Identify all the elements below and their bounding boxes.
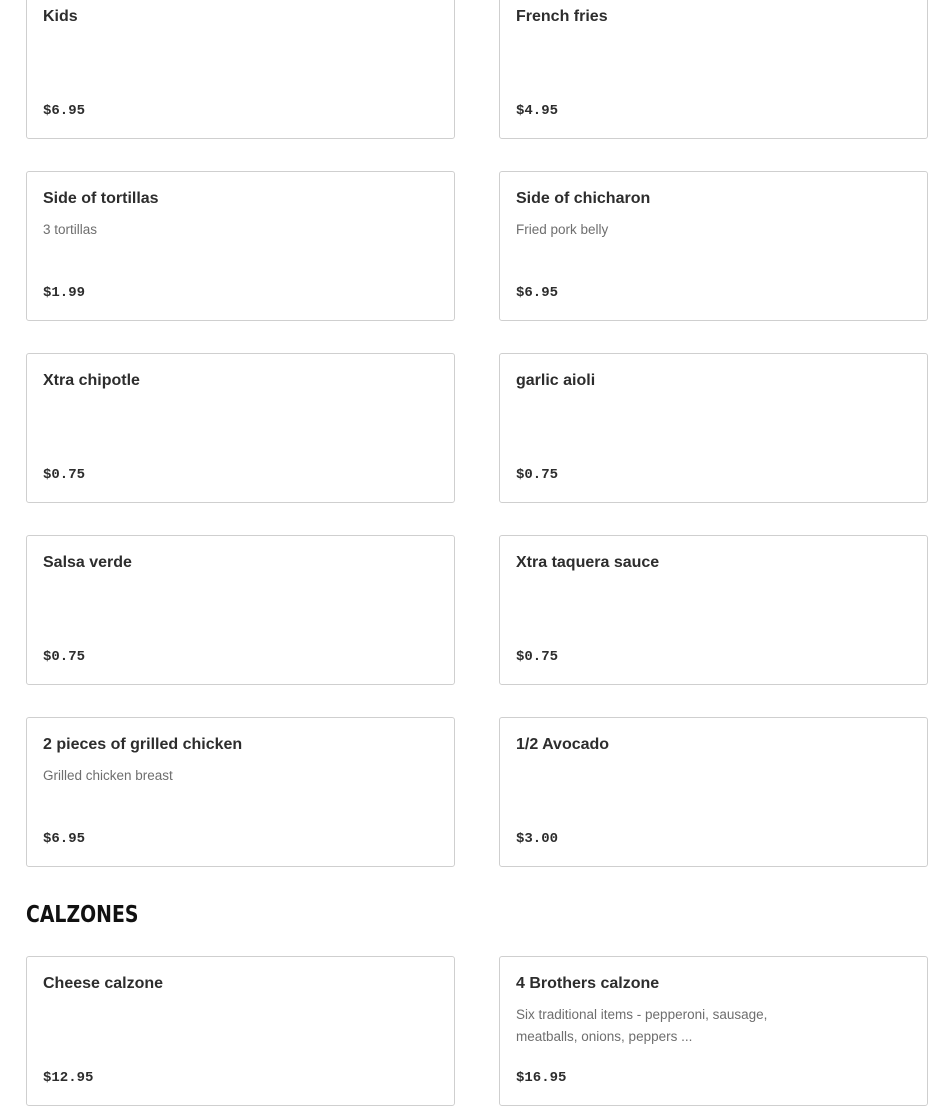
item-name: Xtra chipotle	[43, 372, 140, 389]
menu-item-card[interactable]	[26, 353, 455, 503]
item-name: Cheese calzone	[43, 975, 164, 992]
menu-item-card[interactable]	[499, 0, 928, 139]
item-name: Salsa verde	[43, 554, 132, 571]
item-price: $0.75	[43, 649, 86, 665]
menu-item-card[interactable]	[26, 717, 455, 867]
item-price: $16.95	[516, 1070, 567, 1086]
item-price: $1.99	[43, 285, 86, 301]
item-price: $12.95	[43, 1070, 94, 1086]
menu-item-card[interactable]	[26, 956, 455, 1106]
section-title-calzones: CALZONES	[26, 902, 139, 928]
item-description: Fried pork belly	[516, 222, 609, 237]
item-name: French fries	[516, 8, 608, 25]
menu-item-card[interactable]	[499, 717, 928, 867]
item-name: Side of tortillas	[43, 190, 159, 207]
item-name: Kids	[43, 8, 78, 25]
menu-item-card[interactable]	[26, 171, 455, 321]
menu-item-card[interactable]	[26, 535, 455, 685]
item-price: $6.95	[43, 103, 86, 119]
calzones-item-grid	[26, 956, 928, 1106]
item-price: $3.00	[516, 831, 559, 847]
menu-item-card[interactable]	[499, 956, 928, 1106]
item-price: $0.75	[516, 467, 559, 483]
item-price: $6.95	[43, 831, 86, 847]
item-name: 1/2 Avocado	[516, 736, 610, 753]
item-price: $0.75	[43, 467, 86, 483]
item-name: garlic aioli	[516, 372, 596, 389]
item-name: 4 Brothers calzone	[516, 975, 660, 992]
item-name: Xtra taquera sauce	[516, 554, 660, 571]
item-description: Grilled chicken breast	[43, 768, 173, 783]
item-description: 3 tortillas	[43, 222, 98, 237]
item-price: $6.95	[516, 285, 559, 301]
item-name: 2 pieces of grilled chicken	[43, 736, 243, 753]
menu-item-card[interactable]	[499, 353, 928, 503]
sides-item-grid	[26, 0, 928, 867]
menu-item-card[interactable]	[499, 171, 928, 321]
menu-item-card[interactable]	[499, 535, 928, 685]
item-description: Six traditional items - pepperoni, sausage, meatballs, onions, peppers ...	[516, 1007, 768, 1044]
item-price: $4.95	[516, 103, 559, 119]
item-price: $0.75	[516, 649, 559, 665]
item-name: Side of chicharon	[516, 190, 651, 207]
menu-item-card[interactable]	[26, 0, 455, 139]
